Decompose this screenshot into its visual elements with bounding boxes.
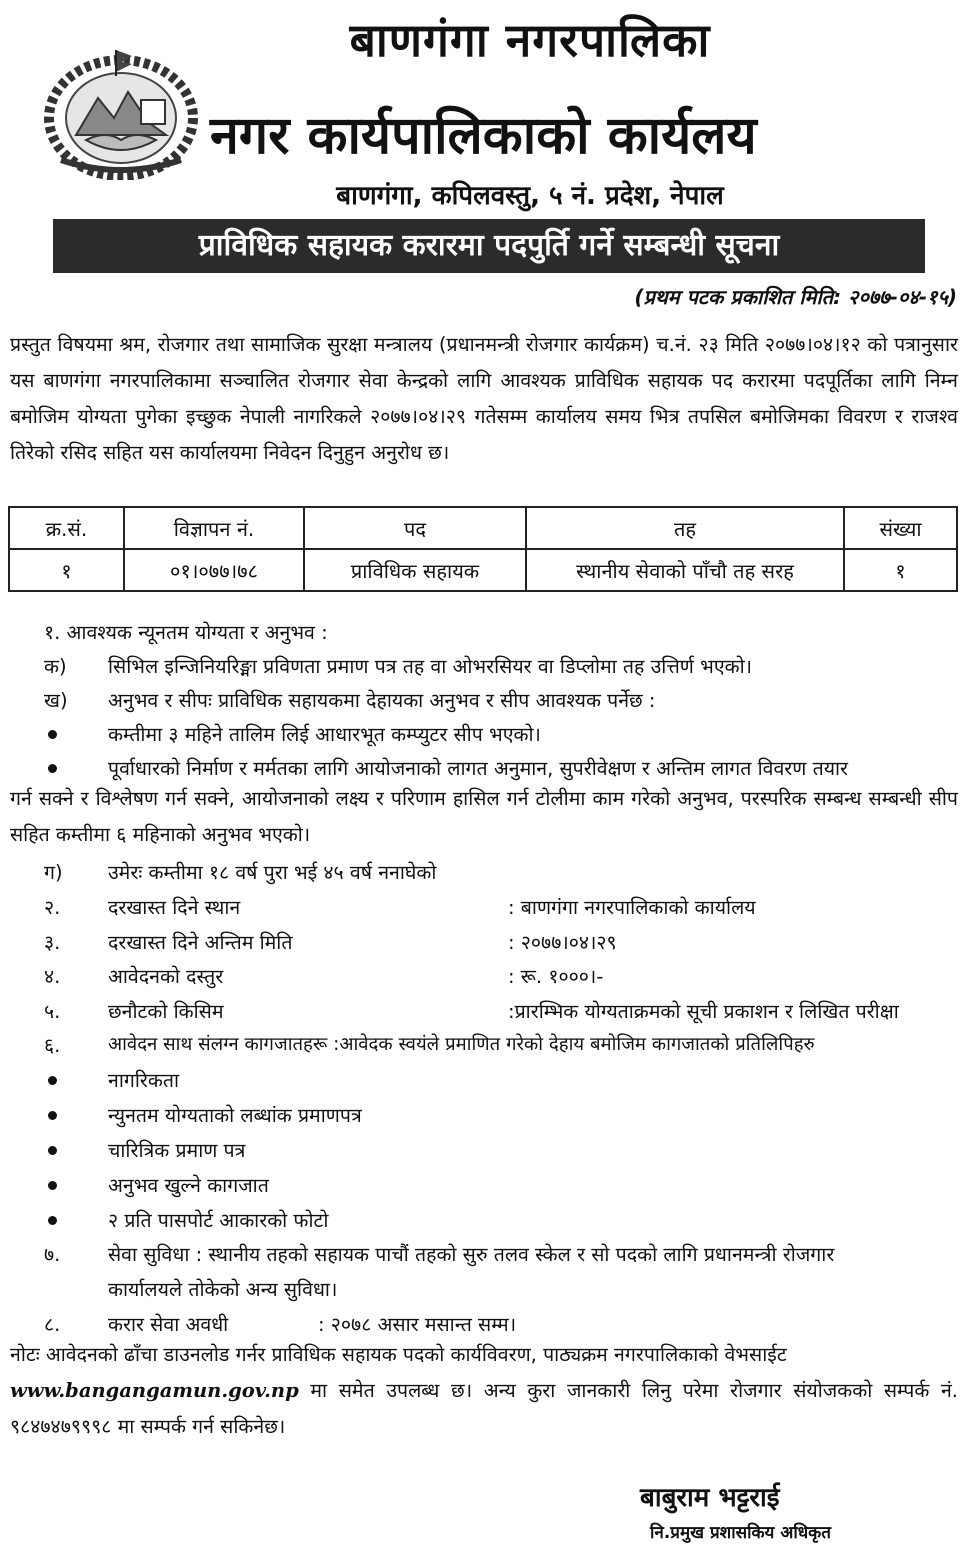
- item-number: ३.: [44, 931, 61, 954]
- item-ga-number: ग): [44, 861, 63, 884]
- item-value: : २०७७।०४।२९: [508, 931, 617, 954]
- item-text: कार्यालयले तोकेको अन्य सुविधा।: [108, 1278, 338, 1301]
- bullet-icon: [48, 1076, 57, 1085]
- note-text-continued: मा समेत उपलब्ध छ। अन्य कुरा जानकारी लिनु परेमा रोजगार संयोजकको सम्पर्क नं. ९८४७४७९९९८ मा सम्पर्क गर्न सकिनेछ।: [10, 1379, 958, 1438]
- item-kha-text: अनुभव र सीपः प्राविधिक सहायकमा देहायका अनुभव र सीप आवश्यक पर्नेछ :: [108, 689, 656, 712]
- intro-paragraph: प्रस्तुत विषयमा श्रम, रोजगार तथा सामाजिक सुरक्षा मन्त्रालय (प्रधानमन्त्री रोजगार कार्यक्रम) च.नं. २३ मिति २०७७।०४।१२ को पत्रानुसार यस बाणगंगा नगरपालिकामा सञ्चालित रोजगार सेवा केन्द्रको लागि आवश्यक प्राविधिक सहायक पद करारमा पदपूर्तिका लागि निम्न बमोजिम योग्यता पुगेका इच्छुक नेपाली नागरिकले २०७७।०४।२९ गतेसम्म कार्यालय समय भित्र तपसिल बमोजिमका विवरण र राजश्व तिरेको रसिद सहित यस कार्यालयमा निवेदन दिनुहुन अनुरोध छ।: [10, 333, 958, 464]
- document-text: न्युनतम योग्यताको लब्धांक प्रमाणपत्र: [108, 1104, 362, 1127]
- document-text: २ प्रति पासपोर्ट आकारको फोटो: [108, 1209, 329, 1232]
- item-label: दरखास्त दिने अन्तिम मिति: [108, 931, 293, 954]
- office-address: बाणगंगा, कपिलवस्तु, ५ नं. प्रदेश, नेपाल: [336, 181, 724, 211]
- note-text: नोटः आवेदनको ढाँचा डाउनलोड गर्नर प्राविधिक सहायक पदको कार्यविवरण, पाठ्यक्रम नगरपालिकाको वेभसाईट: [10, 1343, 787, 1366]
- bullet-icon: [48, 730, 57, 739]
- bullet-text: पूर्वाधारको निर्माण र मर्मतका लागि आयोजनाको लागत अनुमान, सुपरीवेक्षण र अन्तिम लागत विवरण तयार: [108, 757, 849, 780]
- item-value: :प्रारम्भिक योग्यताक्रमको सूची प्रकाशन र लिखित परीक्षा: [508, 1000, 899, 1023]
- bullet-continuation: गर्न सक्ने र विश्लेषण गर्न सक्ने, आयोजनाको लक्ष्य र परिणाम हासिल गर्न टोलीमा काम गरेको अनुभव, परस्परिक सम्बन्ध सम्बन्धी सीप सहित कम्तीमा ६ महिनाको अनुभव भएको।: [10, 787, 958, 846]
- item-label: छनौटको किसिम: [108, 1000, 224, 1023]
- item-label: दरखास्त दिने स्थान: [108, 896, 241, 919]
- item-value: : रू. १०००।-: [508, 965, 604, 988]
- item-value: : २०७८ असार मसान्त सम्म।: [318, 1313, 517, 1336]
- cell-serial: १: [9, 549, 124, 591]
- item-number: २.: [44, 896, 61, 919]
- published-date: (प्रथम पटक प्रकाशित मिति: २०७७-०४-१५): [634, 285, 957, 309]
- item-label: आवेदनको दस्तुर: [108, 965, 224, 988]
- item-value: : बाणगंगा नगरपालिकाको कार्यालय: [508, 896, 756, 919]
- notice-title: प्राविधिक सहायक करारमा पदपुर्ति गर्ने सम्बन्धी सूचना: [53, 219, 925, 273]
- signatory-name: बाबुराम भट्टराई: [640, 1483, 780, 1513]
- item-label: करार सेवा अवधी: [108, 1313, 229, 1336]
- website-link[interactable]: www.bangangamun.gov.np: [10, 1379, 299, 1402]
- item-number: ५.: [44, 1000, 61, 1023]
- office-name: नगर कार्यपालिकाको कार्यलय: [210, 106, 757, 166]
- bullet-icon: [48, 1111, 57, 1120]
- document-text: नागरिकता: [108, 1069, 180, 1092]
- table-header-row: [9, 507, 957, 549]
- header-post: पद: [304, 507, 526, 549]
- cell-post: प्राविधिक सहायक: [304, 549, 526, 591]
- header-serial: क्र.सं.: [9, 507, 124, 549]
- bullet-icon: [48, 764, 57, 773]
- government-emblem: [36, 40, 206, 180]
- header-ad-number: विज्ञापन नं.: [124, 507, 304, 549]
- document-text: चारित्रिक प्रमाण पत्र: [108, 1139, 246, 1162]
- item-number: ६.: [44, 1034, 61, 1057]
- cell-count: १: [844, 549, 957, 591]
- bullet-text: कम्तीमा ३ महिने तालिम लिई आधारभूत कम्प्युटर सीप भएको।: [108, 723, 541, 746]
- item-ga-text: उमेरः कम्तीमा १८ वर्ष पुरा भई ४५ वर्ष ननाघेको: [108, 861, 437, 884]
- vacancy-table: [8, 506, 958, 592]
- item-kha-number: ख): [44, 689, 68, 712]
- bullet-icon: [48, 1181, 57, 1190]
- municipality-name: बाणगंगा नगरपालिका: [349, 13, 711, 67]
- note-paragraph: [10, 1337, 958, 1445]
- item-number: ४.: [44, 965, 61, 988]
- cell-level: स्थानीय सेवाको पाँचौ तह सरह: [526, 549, 844, 591]
- signatory-designation: नि.प्रमुख प्रशासकिय अधिकृत: [650, 1523, 831, 1543]
- item-ka-text: सिभिल इन्जिनियरिङ्मा प्रविणता प्रमाण पत्र तह वा ओभरसियर वा डिप्लोमा तह उत्तिर्ण भएको।: [108, 655, 753, 678]
- table-row: [9, 549, 957, 591]
- bullet-icon: [48, 1216, 57, 1225]
- cell-ad-number: ०१।०७७।७८: [124, 549, 304, 591]
- item-number: ८.: [44, 1313, 61, 1336]
- bullet-icon: [48, 1146, 57, 1155]
- item-text: आवेदन साथ संलग्न कागजातहरू :आवेदक स्वयंले प्रमाणित गरेको देहाय बमोजिम कागजातको प्रतिलिपिहरु: [108, 1034, 815, 1055]
- header-count: संख्या: [844, 507, 957, 549]
- header-level: तह: [526, 507, 844, 549]
- document-text: अनुभव खुल्ने कागजात: [108, 1174, 269, 1197]
- item-text: सेवा सुविधा : स्थानीय तहको सहायक पाचौं तहको सुरु तलव स्केल र सो पदको लागि प्रधानमन्त्री रोजगार: [108, 1243, 835, 1266]
- item-1-heading: १. आवश्यक न्यूनतम योग्यता र अनुभव :: [44, 621, 328, 644]
- item-ka-number: क): [44, 655, 67, 678]
- item-number: ७.: [44, 1243, 61, 1266]
